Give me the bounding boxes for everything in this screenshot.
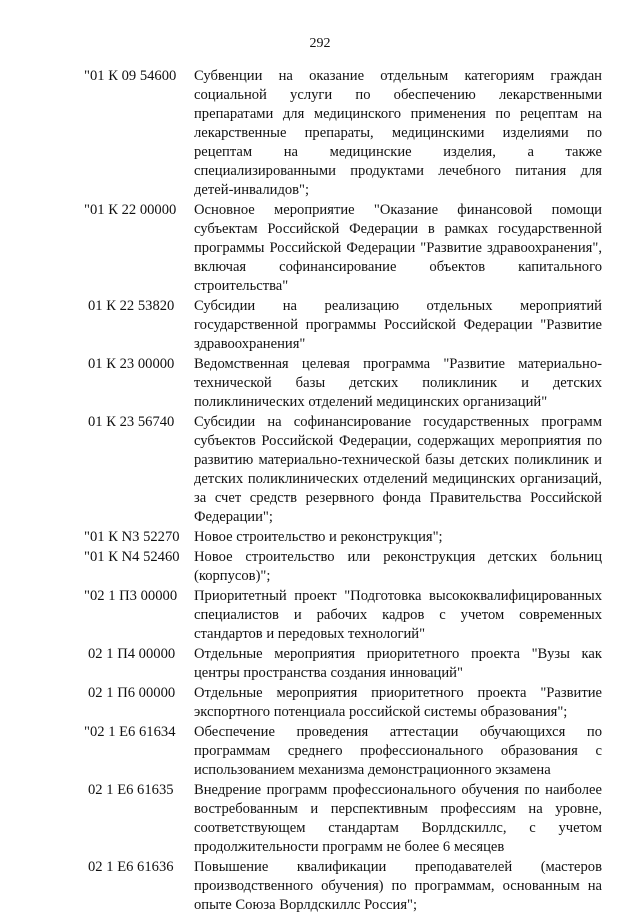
budget-classification-list — [80, 67, 602, 916]
entry-description: Основное мероприятие "Оказание финансовой помощи субъектам Российской Федерации в рамках государственной программы Российской Федерации "Развитие здравоохранения", включая софинансирование объектов капитального строительства" — [194, 202, 602, 294]
entry-description: Ведомственная целевая программа "Развитие материально-технической базы детских поликлиник и детских поликлинических отделений медицинских организаций" — [194, 356, 602, 410]
entry-description: Отдельные мероприятия приоритетного проекта "Развитие экспортного потенциала российской системы образования"; — [194, 685, 602, 720]
entry-code: 02 1 Е6 61636 — [88, 859, 174, 875]
list-item — [80, 587, 602, 644]
list-item — [80, 781, 602, 857]
entry-description: Субвенции на оказание отдельным категориям граждан социальной услуги по обеспечению лекарственными препаратами для медицинского применения по рецептам на лекарственные препараты, медицинскими изделиями по рецептам на медицинские изделия, а также специализированными продуктами лечебного питания для детей-инвалидов"; — [194, 68, 602, 198]
entry-code: 01 К 23 00000 — [88, 356, 175, 372]
entry-description: Повышение квалификации преподавателей (мастеров производственного обучения) по программам, основанным на опыте Союза Ворлдскиллс Россия"; — [194, 859, 602, 913]
entry-description: Приоритетный проект "Подготовка высококвалифицированных специалистов и рабочих кадров с учетом современных стандартов и передовых технологий" — [194, 588, 602, 642]
list-item — [80, 858, 602, 915]
entry-description: Отдельные мероприятия приоритетного проекта "Вузы как центры пространства создания инноваций" — [194, 646, 602, 681]
list-item — [80, 684, 602, 722]
entry-code: 01 К 22 53820 — [88, 298, 175, 314]
entry-description: Обеспечение проведения аттестации обучающихся по программам среднего профессионального образования с использованием механизма демонстрационного экзамена — [194, 724, 602, 778]
list-item — [80, 413, 602, 527]
list-item — [80, 67, 602, 200]
entry-description: Новое строительство и реконструкция"; — [194, 529, 443, 545]
entry-code: 02 1 Е6 61635 — [88, 782, 174, 798]
entry-description: Новое строительство или реконструкция детских больниц (корпусов)"; — [194, 549, 602, 584]
list-item — [80, 528, 602, 547]
list-item — [80, 201, 602, 296]
list-item — [80, 723, 602, 780]
entry-code: "02 1 П3 00000 — [84, 588, 178, 604]
list-item — [80, 548, 602, 586]
list-item — [80, 297, 602, 354]
entry-code: 02 1 П4 00000 — [88, 646, 176, 662]
entry-description: Внедрение программ профессионального обучения по наиболее востребованным и перспективным профессиям на уровне, соответствующем стандартам Ворлдскиллс, с учетом продолжительности программ не более 6 месяцев — [194, 782, 602, 855]
list-item — [80, 645, 602, 683]
entry-description: Субсидии на софинансирование государственных программ субъектов Российской Федерации, содержащих мероприятия по развитию материально-технической базы детских поликлиник и детских поликлинических отделений медицинских организаций, за счет средств резервного фонда Правительства Российской Федерации"; — [194, 414, 602, 525]
entry-code: 02 1 П6 00000 — [88, 685, 176, 701]
entry-code: "02 1 Е6 61634 — [84, 724, 176, 740]
list-item — [80, 355, 602, 412]
entry-code: "01 К 09 54600 — [84, 68, 177, 84]
entry-description: Субсидии на реализацию отдельных мероприятий государственной программы Российской Федерации "Развитие здравоохранения" — [194, 298, 602, 352]
page-number: 292 — [309, 36, 331, 51]
entry-code: "01 К N3 52270 — [84, 529, 180, 545]
entry-code: "01 К 22 00000 — [84, 202, 177, 218]
entry-code: 01 К 23 56740 — [88, 414, 175, 430]
entry-code: "01 К N4 52460 — [84, 549, 180, 565]
